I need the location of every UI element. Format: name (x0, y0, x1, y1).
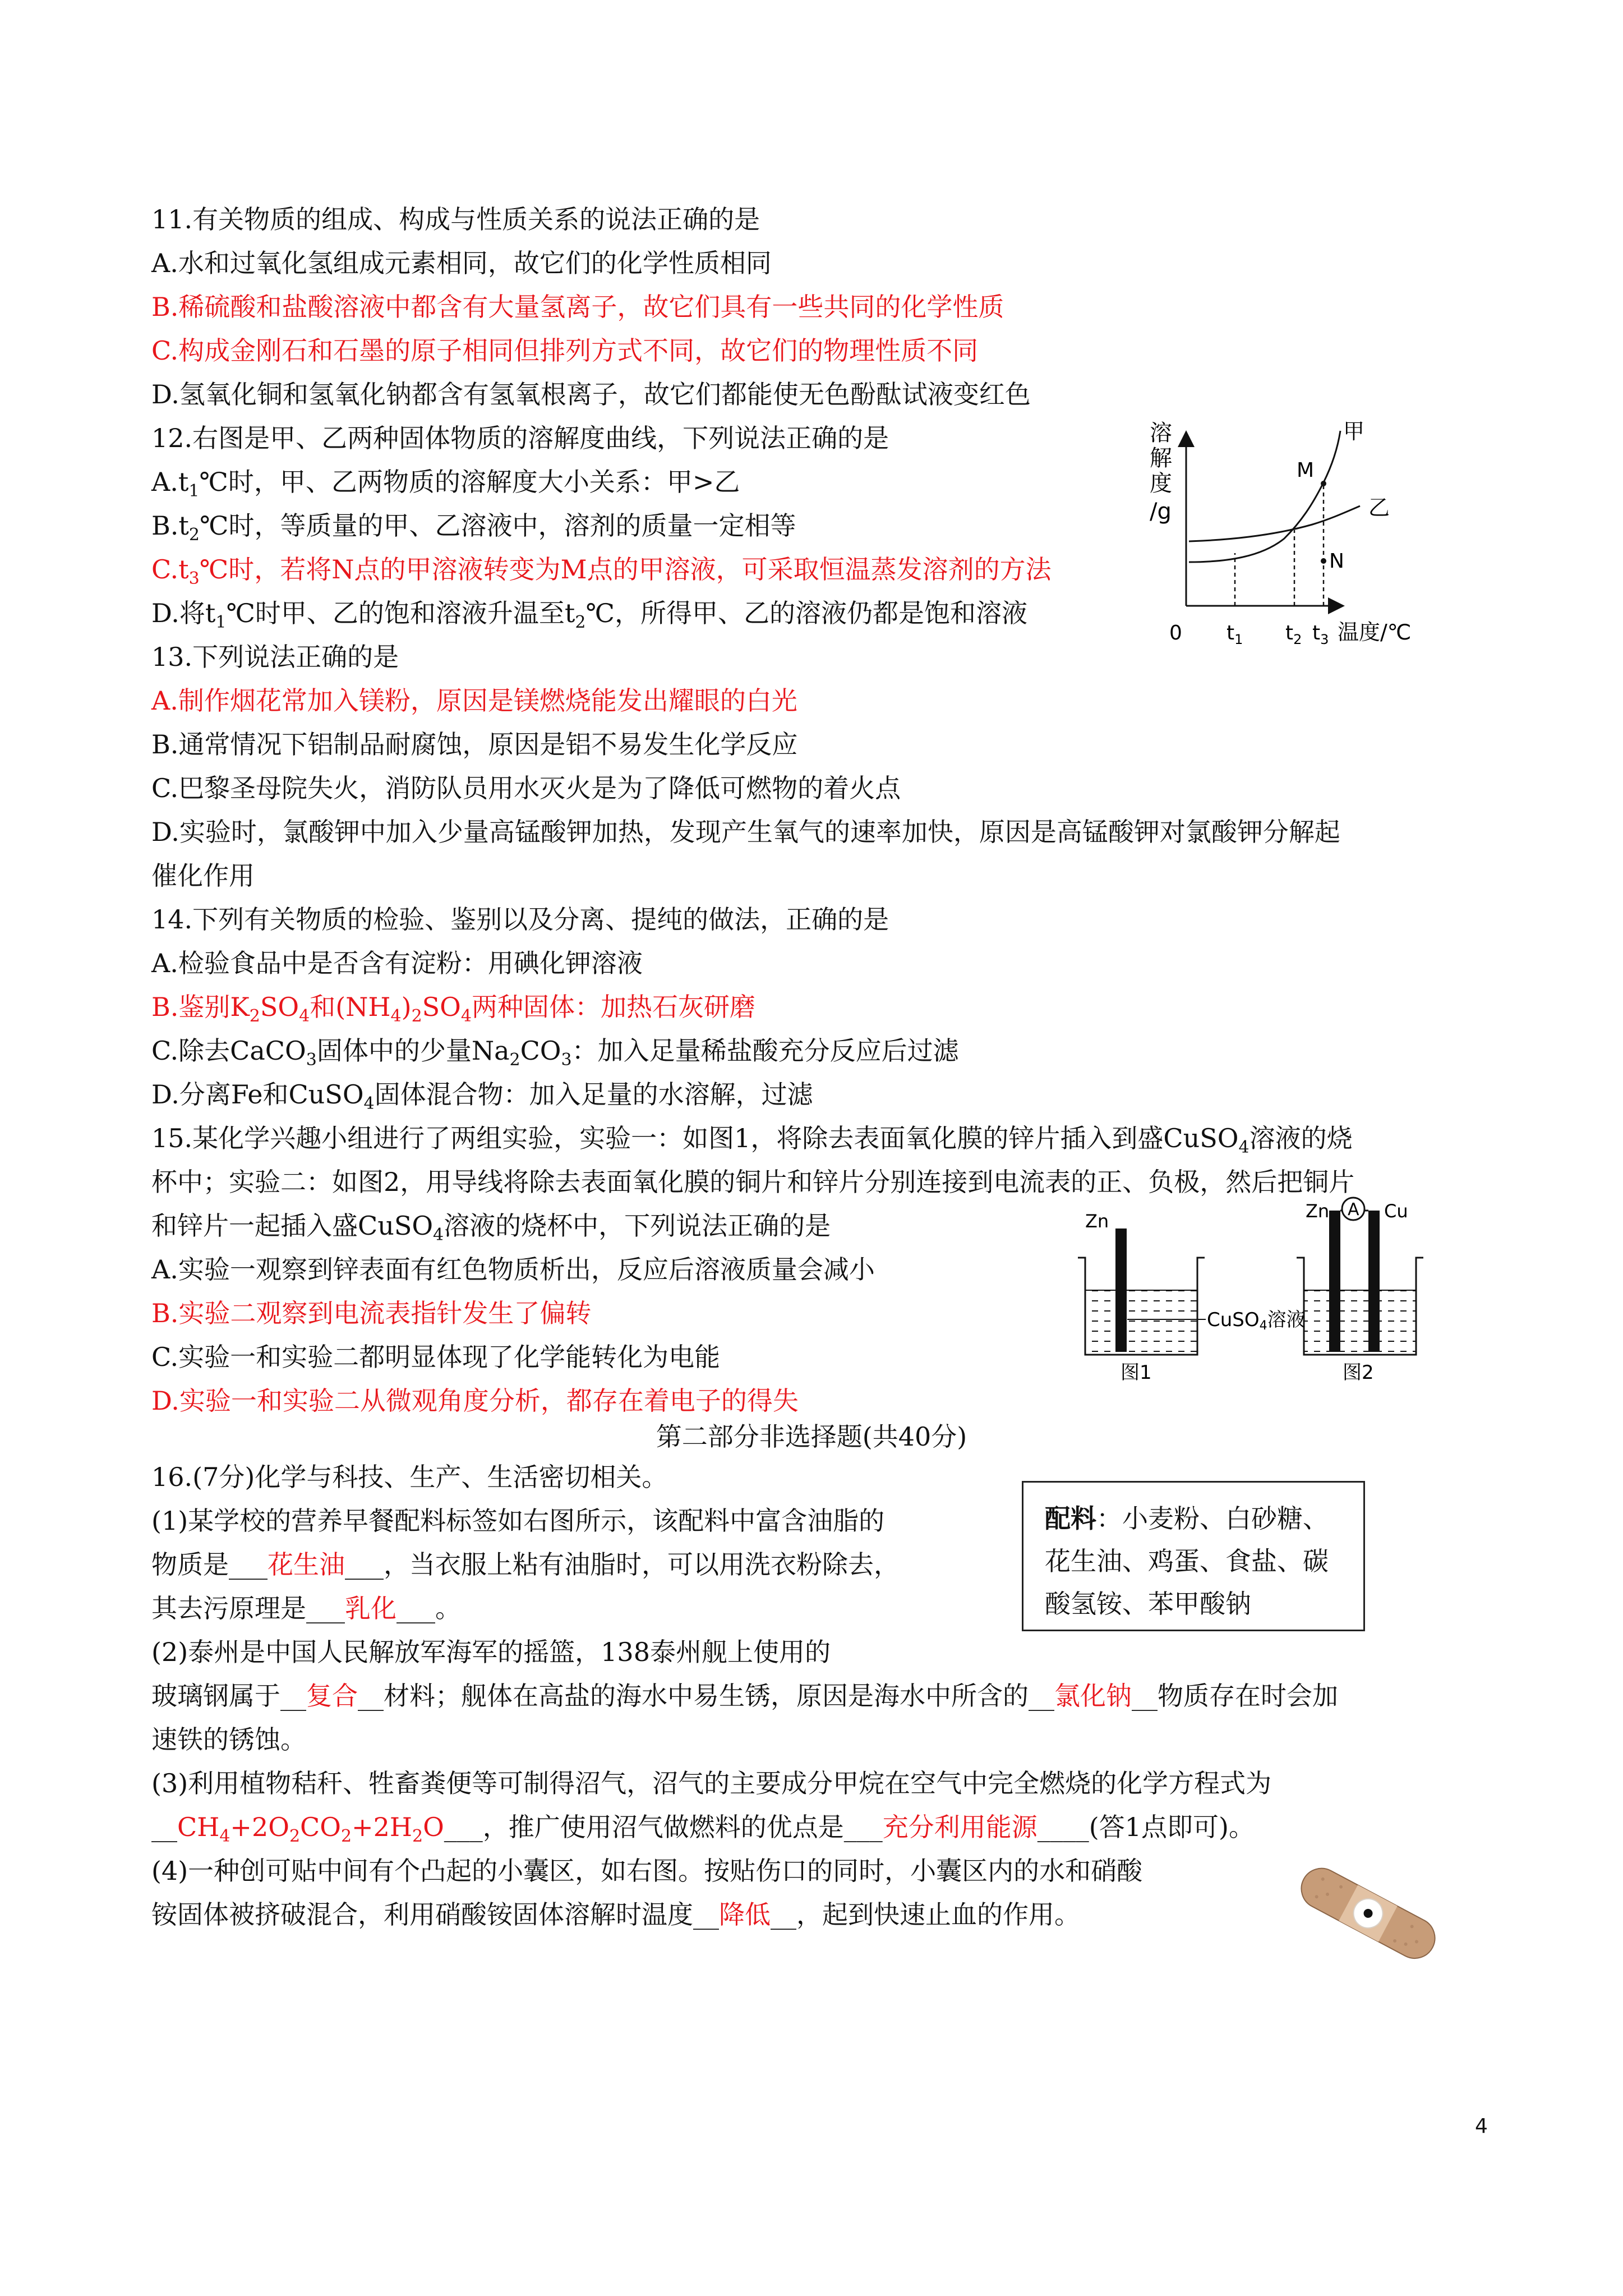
q12-option-d: D.将$t_1℃$时甲、乙的饱和溶液升温至$t_2℃$，所得甲、乙的溶液仍都是饱和溶液 (151, 598, 1027, 632)
q11-option-a: A.水和过氧化氢组成元素相同，故它们的化学性质相同 (151, 248, 772, 278)
fig2-label: 图2 (1343, 1361, 1374, 1384)
q16-stem: 16.(7分)化学与科技、生产、生活密切相关。 (151, 1462, 668, 1492)
origin-label: 0 (1169, 622, 1182, 645)
q13-stem: 13.下列说法正确的是 (151, 642, 399, 672)
q12-option-c: $C.t_3℃$时，若将N点的甲溶液转变为M点的甲溶液，可采取恒温蒸发溶剂的方法 (151, 554, 1052, 588)
point-n-label: N (1329, 550, 1344, 573)
curve-jia-label: 甲 (1343, 419, 1365, 444)
q15-option-c: C.实验一和实验二都明显体现了化学能转化为电能 (151, 1342, 721, 1372)
ingredient-line2: 花生油、鸡蛋、食盐、碳 (1045, 1546, 1329, 1576)
solubility-curve-diagram (1144, 415, 1458, 656)
zinc-strip-2 (1329, 1211, 1340, 1352)
q12-option-b: $B.t_2℃$时，等质量的甲、乙溶液中，溶剂的质量一定相等 (151, 510, 796, 545)
answer-emulsify: 乳化 (345, 1593, 396, 1623)
part2-heading: 第二部分非选择题(共40分) (656, 1421, 967, 1452)
y-axis-label-2: 解 (1150, 445, 1172, 471)
q14-option-c: C.除去CaCO$_3$固体中的少量$Na_2CO_3$：加入足量稀盐酸充分反应后过滤 (151, 1036, 959, 1070)
q16-part1-line3: 其去污原理是___乳化___。 (151, 1593, 461, 1623)
q12-stem: 12.右图是甲、乙两种固体物质的溶解度曲线，下列说法正确的是 (151, 423, 889, 453)
q16-part2-line3: 速铁的锈蚀。 (151, 1724, 306, 1755)
page-number: 4 (1475, 2115, 1488, 2138)
bandage-icon (1284, 1862, 1453, 1963)
q15-stem-line3: 和锌片一起插入盛CuSO$_4$溶液的烧杯中，下列说法正确的是 (151, 1211, 831, 1245)
q13-option-d-line1: D.实验时，氯酸钾中加入少量高锰酸钾加热，发现产生氧气的速率加快，原因是高锰酸钾对氯酸钾分解起 (151, 817, 1340, 847)
q16-part2-line2: 玻璃钢属于__复合__材料；舰体在高盐的海水中易生锈，原因是海水中所含的__氯化钠__物质存在时会加 (151, 1681, 1338, 1711)
t3-label: $t_3$ (1312, 622, 1329, 647)
q15-stem-line1: 15.某化学兴趣小组进行了两组实验，实验一：如图1，将除去表面氧化膜的锌片插入到盛CuSO$_4$溶液的烧 (151, 1123, 1353, 1157)
q16-part3-line2: $\_\_CH_4+2O_2CO_2+2H_2O\_\_\_$，推广使用沼气做燃料的优点是___充分利用能源____(答1点即可)。 (151, 1812, 1255, 1846)
answer-composite: 复合 (306, 1681, 358, 1711)
q15-stem-line2: 杯中；实验二：如图2，用导线将除去表面氧化膜的铜片和锌片分别连接到电流表的正、负极，然后把铜片 (151, 1167, 1355, 1197)
q11-option-b: B.稀硫酸和盐酸溶液中都含有大量氢离子，故它们具有一些共同的化学性质 (151, 292, 1004, 322)
ammeter-label: A (1348, 1200, 1359, 1220)
fig1-label: 图1 (1121, 1361, 1152, 1384)
q13-option-d-line2: 催化作用 (151, 861, 255, 891)
q15-option-d: D.实验一和实验二从微观角度分析，都存在着电子的得失 (151, 1386, 799, 1416)
curve-jia (1189, 431, 1340, 562)
q15-option-a: A.实验一观察到锌表面有红色物质析出，反应后溶液质量会减小 (151, 1254, 875, 1285)
q15-option-b: B.实验二观察到电流表指针发生了偏转 (151, 1298, 592, 1328)
y-axis-label-1: 溶 (1150, 420, 1172, 446)
curve-yi-label: 乙 (1368, 495, 1390, 520)
beaker-1 (1078, 1228, 1205, 1355)
q13-option-a: A.制作烟花常加入镁粉，原因是镁燃烧能发出耀眼的白光 (151, 685, 797, 716)
y-axis-label-4: /g (1150, 499, 1172, 524)
point-m-dot (1321, 481, 1326, 486)
q16-part4-line1: (4)一种创可贴中间有个凸起的小囊区，如右图。按贴伤口的同时，小囊区内的水和硝酸 (151, 1856, 1143, 1886)
answer-methane-equation: $CH_4+2O_2CO_2+2H_2O$ (177, 1812, 444, 1846)
curve-yi (1189, 506, 1360, 541)
copper-strip (1368, 1211, 1380, 1352)
point-n-dot (1321, 558, 1326, 564)
q13-option-c: C.巴黎圣母院失火，消防队员用水灭火是为了降低可燃物的着火点 (151, 773, 901, 803)
answer-sodium-chloride: 氯化钠 (1054, 1681, 1132, 1711)
q11-option-d: D.氢氧化铜和氢氧化钠都含有氢氧根离子，故它们都能使无色酚酞试液变红色 (151, 379, 1031, 409)
q16-part4-line2: 铵固体被挤破混合，利用硝酸铵固体溶解时温度__降低__，起到快速止血的作用。 (151, 1899, 1080, 1930)
x-axis-label: 温度/℃ (1338, 620, 1412, 645)
ingredient-label-box (1022, 1481, 1365, 1631)
beaker-experiment-diagram (1066, 1195, 1469, 1386)
answer-peanut-oil: 花生油 (268, 1549, 345, 1580)
cu-label: Cu (1384, 1200, 1408, 1222)
y-axis-label-3: 度 (1150, 471, 1172, 496)
q16-part3-line1: (3)利用植物秸秆、牲畜粪便等可制得沼气，沼气的主要成分甲烷在空气中完全燃烧的化学方程式为 (151, 1768, 1272, 1798)
answer-lower: 降低 (719, 1899, 771, 1930)
q11-option-c: C.构成金刚石和石墨的原子相同但排列方式不同，故它们的物理性质不同 (151, 335, 979, 366)
answer-energy-use: 充分利用能源 (882, 1812, 1038, 1842)
q14-option-d: D.分离Fe和CuSO$_4$固体混合物：加入足量的水溶解，过滤 (151, 1079, 813, 1114)
point-m-label: M (1297, 459, 1315, 482)
zn-label-2: Zn (1306, 1200, 1330, 1222)
ingredient-line1: 配料：小麦粉、白砂糖、 (1045, 1503, 1329, 1534)
q14-option-a: A.检验食品中是否含有淀粉：用碘化钾溶液 (151, 948, 643, 978)
zinc-strip-1 (1115, 1228, 1127, 1352)
q16-part1-line2: 物质是___花生油___，当衣服上粘有油脂时，可以用洗衣粉除去， (151, 1549, 900, 1580)
q13-option-b: B.通常情况下铝制品耐腐蚀，原因是铝不易发生化学反应 (151, 729, 798, 760)
solution-label: CuSO4溶液 (1207, 1309, 1306, 1333)
t1-label: $t_1$ (1227, 622, 1243, 647)
q12-option-a: $A.t_1℃$时，甲、乙两物质的溶解度大小关系：甲>乙 (151, 467, 740, 501)
q14-stem: 14.下列有关物质的检验、鉴别以及分离、提纯的做法，正确的是 (151, 904, 889, 935)
q16-part1-line1: (1)某学校的营养早餐配料标签如右图所示，该配料中富含油脂的 (151, 1506, 885, 1536)
q11-stem: 11.有关物质的组成、构成与性质关系的说法正确的是 (151, 204, 760, 234)
q16-part2-line1: (2)泰州是中国人民解放军海军的摇篮，138泰州舰上使用的 (151, 1637, 831, 1667)
ingredient-line3: 酸氢铵、苯甲酸钠 (1045, 1589, 1251, 1619)
q14-option-b: B.鉴别$K_2SO_4$和$(NH_4)_2SO_4$两种固体：加热石灰研磨 (151, 992, 755, 1026)
zn-label-1: Zn (1085, 1211, 1109, 1232)
t2-label: $t_2$ (1285, 622, 1302, 647)
